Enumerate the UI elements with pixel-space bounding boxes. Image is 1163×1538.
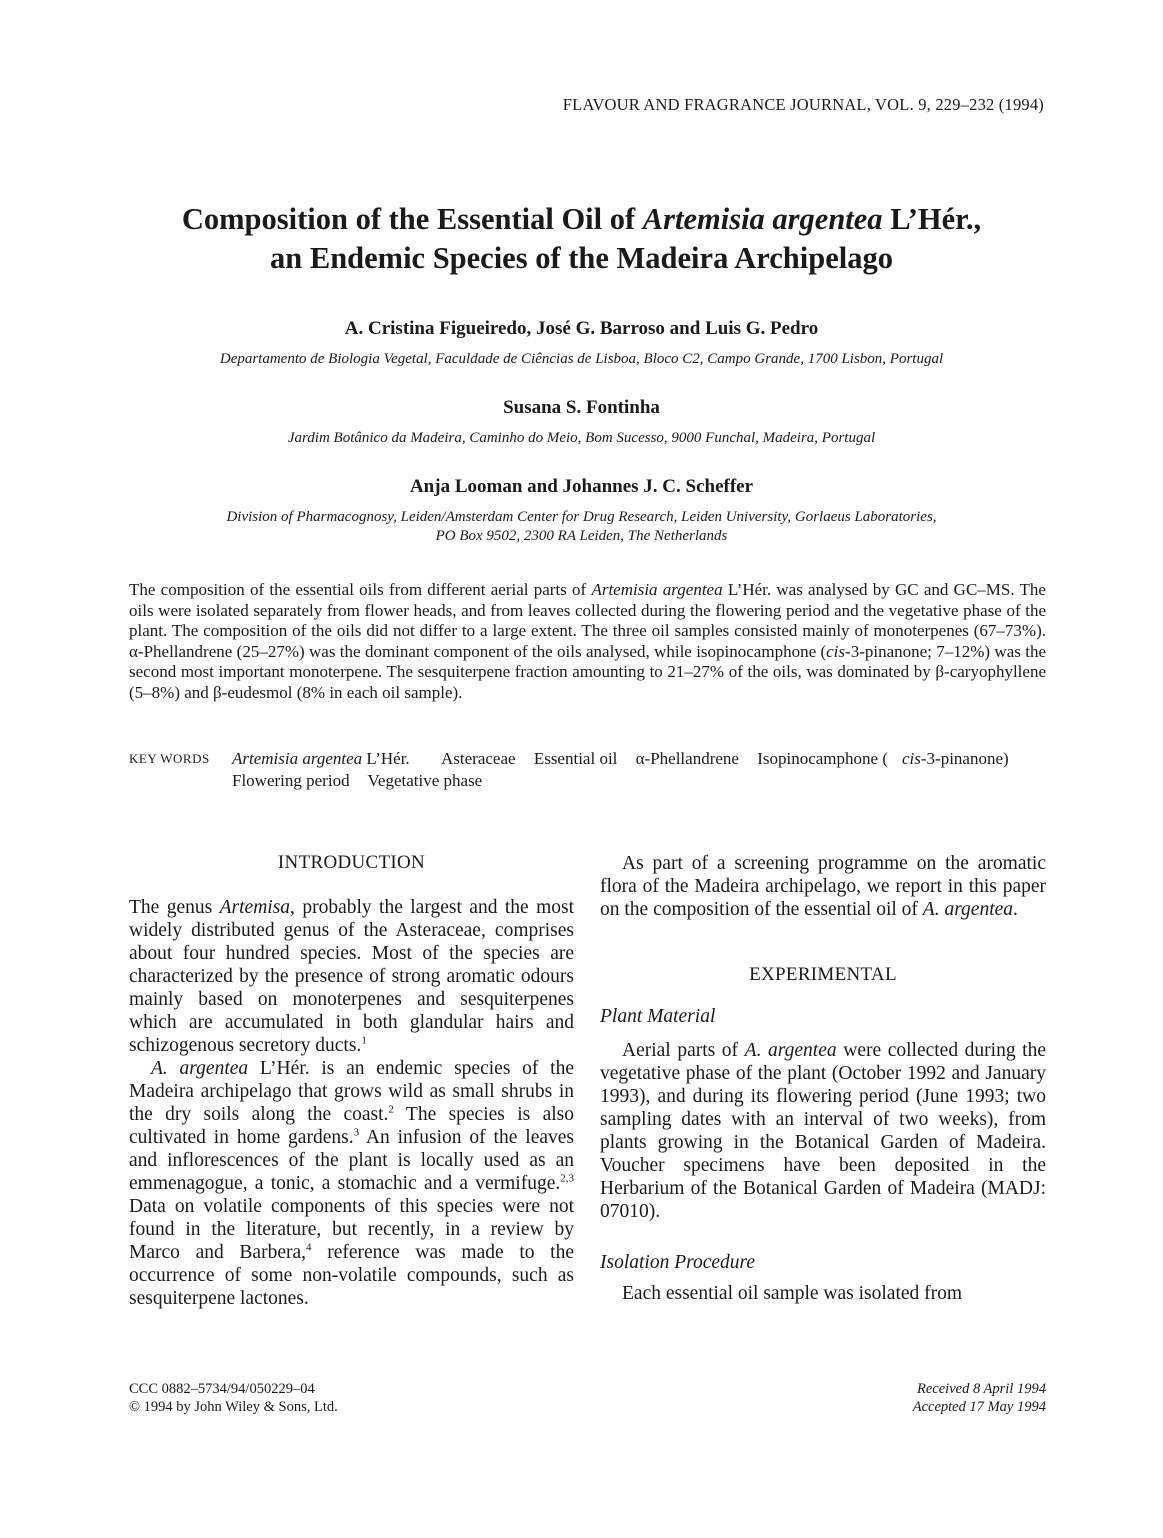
affiliation-2: Jardim Botânico da Madeira, Caminho do Meio, Bom Sucesso, 9000 Funchal, Madeira, Portugal <box>287 430 876 446</box>
abstract-text: The composition of the essential oils from different aerial parts of <box>129 580 592 599</box>
intro-paragraph-1: The genus Artemisa, probably the largest and the most widely distributed genus of the Asteraceae, comprises about four hundred species. Most of the species are characterized by the presence of strong aromatic odours mainly based on monoterpenes and sesquiterpenes which are accumulated in both glandular hairs and schizogenous secretory ducts.$^1$ <box>129 897 575 1056</box>
title-line2: an Endemic Species of the Madeira Archipelago <box>270 241 893 275</box>
paper-title <box>0 200 1163 278</box>
keyword: α-Phellandrene <box>635 749 739 768</box>
intro-paragraph-3: As part of a screening programme on the aromatic flora of the Madeira archipelago, we report in this paper on the composition of the essential oil of A. argentea. <box>600 853 1046 920</box>
keywords <box>129 748 1046 792</box>
copyright: © 1994 by John Wiley & Sons, Ltd. <box>129 1399 338 1415</box>
keyword: Isopinocamphone ( cis-3-pinanone) <box>757 749 1009 768</box>
affiliation-3: Division of Pharmacognosy, Leiden/Amsterdam Center for Drug Research, Leiden University, Gorlaeus Laboratories, <box>226 509 937 525</box>
accepted-date: Accepted 17 May 1994 <box>912 1399 1046 1415</box>
left-column <box>129 851 574 1310</box>
footer-left <box>129 1380 338 1416</box>
author-group-1: A. Cristina Figueiredo, José G. Barroso and Luis G. Pedro <box>344 318 819 339</box>
keyword: Flowering period <box>232 771 350 790</box>
affiliation-1: Departamento de Biologia Vegetal, Faculdade de Ciências de Lisboa, Bloco C2, Campo Grande, 1700 Lisbon, Portugal <box>219 351 944 367</box>
abstract-cis: cis <box>826 641 846 661</box>
received-date: Received 8 April 1994 <box>917 1381 1046 1397</box>
keyword: Asteraceae <box>441 749 516 768</box>
abstract-species: Artemisia argentea <box>591 580 723 599</box>
plant-material-paragraph: Aerial parts of A. argentea were collected during the vegetative phase of the plant (October 1992 and January 1993), and during its flowering period (June 1993; two sampling dates with an interval of two weeks), from plants growing in the Botanical Garden of Madeira. Voucher specimens have been deposited in the Herbarium of the Botanical Garden of Madeira (MADJ: 07010). <box>600 1040 1047 1222</box>
keyword: Vegetative phase <box>367 771 483 790</box>
title-line1-post: L’Hér., <box>882 202 982 236</box>
footer-right <box>913 1380 1046 1416</box>
author-group-2: Susana S. Fontinha <box>503 397 660 418</box>
author-group-3: Anja Looman and Johannes J. C. Scheffer <box>409 476 754 497</box>
title-species: Artemisia argentea <box>642 202 883 236</box>
abstract-text: L’Hér. was analysed by GC and GC–MS. The oils were isolated separately from flower heads, and from leaves collected during the flowering period and the vegetative phase of the plant. The composition of the oils did not differ to a large extent. The three oil samples consisted mainly of monoterpenes (67–73%). α-Phellandrene (25–27%) was the dominant component of the oils analysed, while isopinocamphone ( <box>129 580 1046 661</box>
section-heading-introduction: INTRODUCTION <box>277 852 426 873</box>
keyword: Essential oil <box>533 749 618 768</box>
journal-header: FLAVOUR AND FRAGRANCE JOURNAL, VOL. 9, 229–232 (1994) <box>562 95 1044 114</box>
keywords-label: KEY WORDS <box>129 751 210 766</box>
subheading-isolation-procedure: Isolation Procedure <box>600 1252 756 1273</box>
section-heading-experimental: EXPERIMENTAL <box>749 964 897 985</box>
right-column <box>600 852 1046 1305</box>
abstract-text: -3-pinanone; 7–12%) was the second most important monoterpene. The sesquiterpene fraction amounting to 21–27% of the oils, was dominated by β-caryophyllene (5–8%) and β-eudesmol (8% in each oil sample). <box>129 641 1046 702</box>
ccc-code: CCC 0882–5734/94/050229–04 <box>129 1381 315 1397</box>
subheading-plant-material: Plant Material <box>600 1006 716 1027</box>
abstract <box>129 580 1046 704</box>
affiliation-3-line2: PO Box 9502, 2300 RA Leiden, The Netherlands <box>435 528 728 544</box>
keyword: Artemisia argentea L’Hér. <box>232 749 410 768</box>
intro-paragraph-2: A. argentea L’Hér. is an endemic species of the Madeira archipelago that grows wild as small shrubs in the dry soils along the coast.$^2$ The species is also cultivated in home gardens.$^3$ An infusion of the leaves and inflorescences of the plant is locally used as an emmenagogue, a tonic, a stomachic and a vermifuge.$^{2,3}$ Data on volatile components of this species were not found in the literature, but recently, in a review by Marco and Barbera,$^4$ reference was made to the occurrence of some non-volatile compounds, such as sesquiterpene lactones. <box>129 1058 574 1309</box>
title-line1-pre: Composition of the Essential Oil of <box>181 202 643 236</box>
isolation-paragraph: Each essential oil sample was isolated from <box>622 1283 963 1304</box>
